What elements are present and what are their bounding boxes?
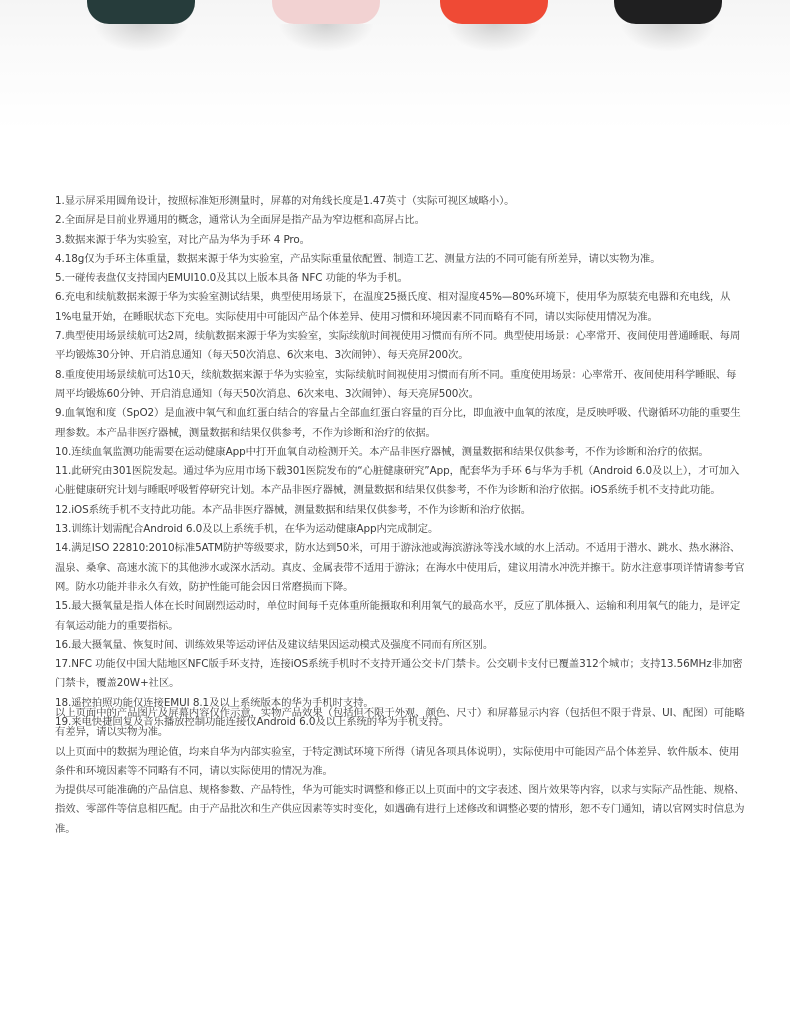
footnote: 6.充电和续航数据来源于华为实验室测试结果，典型使用场景下，在温度25摄氏度、相对湿度45%—80%环境下，使用华为原装充电器和充电线，从1%电量开始，在睡眠状态下充电。实际使用中可能因产品个体差异、使用习惯和环境因素不同而略有不同，请以实际使用情况为准。	[55, 291, 731, 323]
footnote: 5.一碰传表盘仅支持国内EMUI10.0及其以上版本具备 NFC 功能的华为手机。	[55, 272, 408, 285]
footnote: 13.训练计划需配合Android 6.0及以上系统手机，在华为运动健康App内完成制定。	[55, 523, 439, 536]
disclaimer-paragraph: 为提供尽可能准确的产品信息、规格参数、产品特性，华为可能实时调整和修正以上页面中的文字表述、图片效果等内容，以求与实际产品性能、规格、指效、零部件等信息相匹配。由于产品批次和生产供应因素等实时变化，如遇确有进行上述修改和调整必要的情形，恕不专门通知，请以官网实时信息为准。	[55, 784, 745, 835]
footnote: 17.NFC 功能仅中国大陆地区NFC版手环支持，连接iOS系统手机时不支持开通公交卡/门禁卡。公交刷卡支付已覆盖312个城市；支持13.56MHz非加密门禁卡，覆盖20W+社区。	[55, 658, 743, 690]
footnotes-list	[55, 192, 745, 732]
footnote: 7.典型使用场景续航可达2周，续航数据来源于华为实验室，实际续航时间视使用习惯而有所不同。典型使用场景：心率常开、夜间使用普通睡眠、每周平均锻炼30分钟、开启消息通知（每天50次消息、6次来电、3次闹钟）、每天亮屏200次。	[55, 330, 741, 362]
disclaimer-block	[55, 704, 745, 839]
band-strap-green	[87, 0, 195, 24]
footnote: 9.血氧饱和度（SpO2）是血液中氧气和血红蛋白结合的容量占全部血红蛋白容量的百分比，即血液中血氧的浓度，是反映呼吸、代谢循环功能的重要生理参数。本产品非医疗器械，测量数据和结果仅供参考，不作为诊断和治疗的依据。	[55, 407, 741, 439]
footnote: 8.重度使用场景续航可达10天，续航数据来源于华为实验室，实际续航时间视使用习惯而有所不同。重度使用场景：心率常开、夜间使用科学睡眠、每周平均锻炼60分钟、开启消息通知（每天50次消息、6次来电、3次闹钟）、每天亮屏500次。	[55, 368, 737, 400]
footnote: 4.18g仅为手环主体重量，数据来源于华为实验室，产品实际重量依配置、制造工艺、测量方法的不同可能有所差异，请以实物为准。	[55, 252, 661, 265]
footnote: 2.全面屏是目前业界通用的概念，通常认为全面屏是指产品为窄边框和高屏占比。	[55, 214, 425, 227]
footnote: 14.满足ISO 22810:2010标准5ATM防护等级要求，防水达到50米，可用于游泳池或海滨游泳等浅水域的水上活动。不适用于潜水、跳水、热水淋浴、温泉、桑拿、高速水流下的其他涉水或深水活动。真皮、金属表带不适用于游泳；在海水中使用后，建议用清水冲洗并擦干。防水注意事项详情请参考官网。防水功能并非永久有效，防护性能可能会因日常磨损而下降。	[55, 542, 745, 593]
footnote: 16.最大摄氧量、恢复时间、训练效果等运动评估及建议结果因运动模式及强度不同而有所区别。	[55, 638, 494, 651]
footnote: 3.数据来源于华为实验室，对比产品为华为手环 4 Pro。	[55, 233, 310, 246]
band-strap-black	[614, 0, 722, 24]
footnote: 15.最大摄氧量是指人体在长时间剧烈运动时，单位时间每千克体重所能摄取和利用氧气的最高水平，反应了肌体摄入、运输和利用氧气的能力，是评定有氧运动能力的重要指标。	[55, 600, 741, 632]
footnote: 18.遥控拍照功能仅连接EMUI 8.1及以上系统版本的华为手机时支持。	[55, 696, 374, 709]
product-image-strip	[0, 0, 790, 130]
band-strap-orange	[440, 0, 548, 24]
footnote: 19.来电快捷回复及音乐播放控制功能连接仅Android 6.0及以上系统的华为手机支持。	[55, 716, 450, 729]
footnote: 1.显示屏采用圆角设计，按照标准矩形测量时，屏幕的对角线长度是1.47英寸（实际可视区域略小）。	[55, 195, 515, 207]
footnote: 12.iOS系统手机不支持此功能。本产品非医疗器械，测量数据和结果仅供参考，不作为诊断和治疗依据。	[55, 503, 532, 516]
disclaimer-paragraph: 以上页面中的数据为理论值，均来自华为内部实验室，于特定测试环境下所得（请见各项具体说明），实际使用中可能因产品个体差异、软件版本、使用条件和环境因素等不同略有不同，请以实际使用的情况为准。	[55, 745, 740, 777]
band-strap-pink	[272, 0, 380, 24]
disclaimer-paragraph: 以上页面中的产品图片及屏幕内容仅作示意，实物产品效果（包括但不限于外观、颜色、尺寸）和屏幕显示内容（包括但不限于背景、UI、配图）可能略有差异，请以实物为准。	[55, 707, 745, 739]
footnote: 11.此研究由301医院发起。通过华为应用市场下载301医院发布的“心脏健康研究”App，配套华为手环 6与华为手机（Android 6.0及以上），才可加入心脏健康研究计划与睡眠呼吸暂停研究计划。本产品非医疗器械，测量数据和结果仅供参考，不作为诊断和治疗依据。iOS系统手机不支持此功能。	[55, 465, 740, 497]
footnote: 10.连续血氧监测功能需要在运动健康App中打开血氧自动检测开关。本产品非医疗器械，测量数据和结果仅供参考，不作为诊断和治疗的依据。	[55, 445, 709, 458]
